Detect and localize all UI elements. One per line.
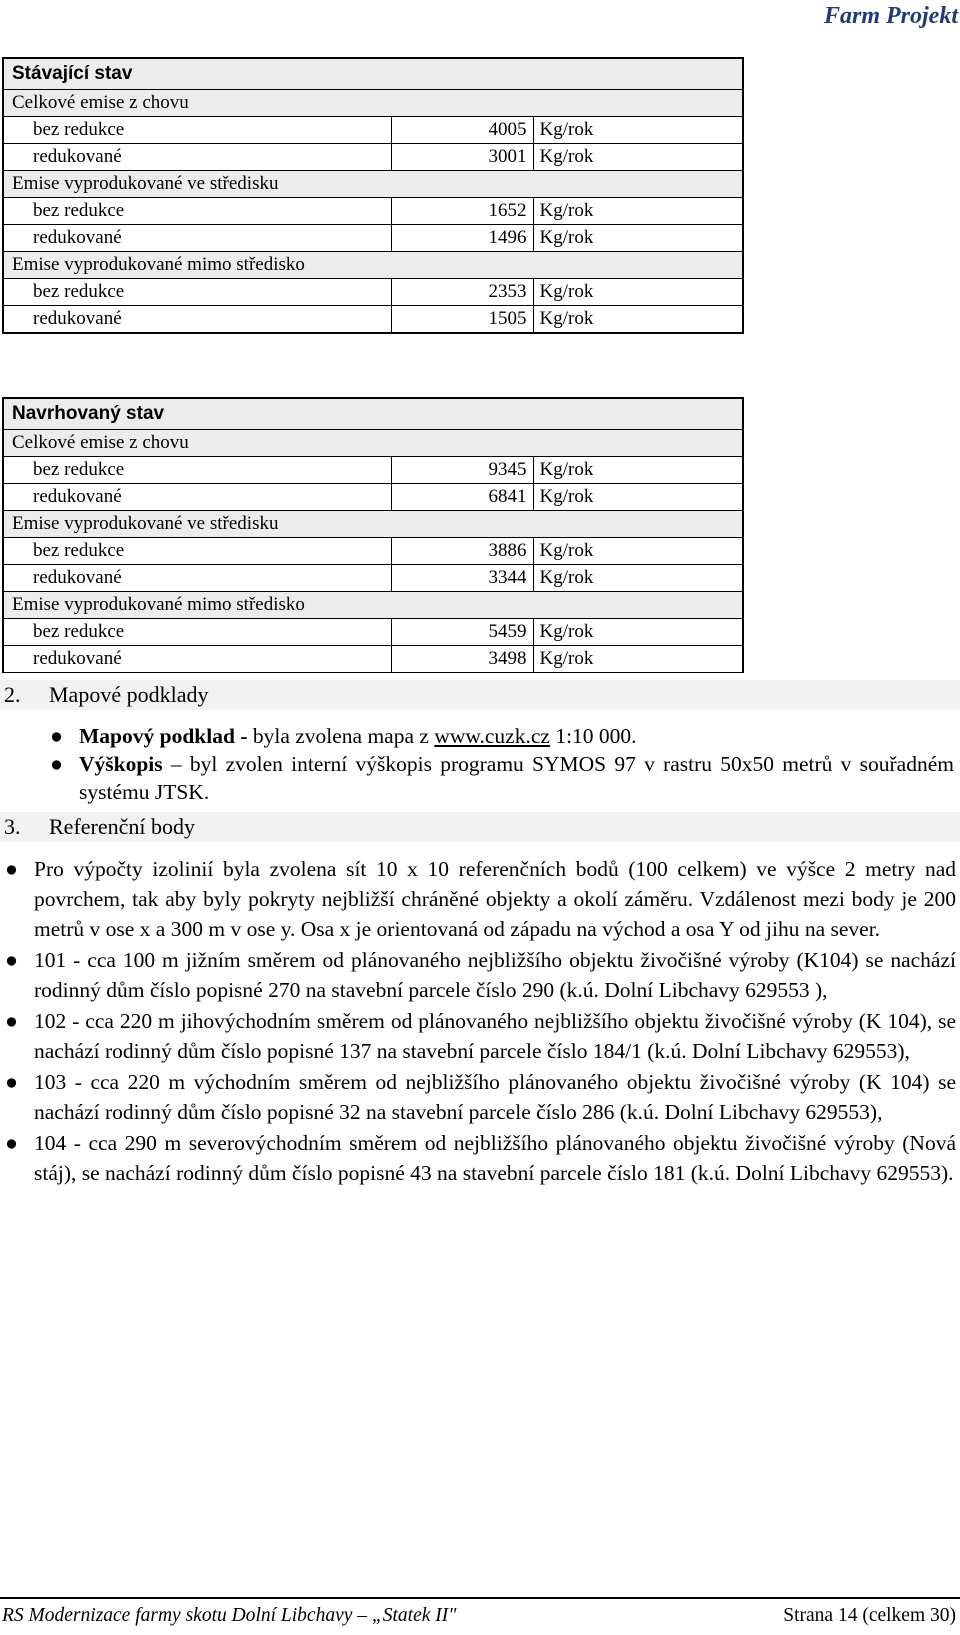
list-item <box>0 1128 960 1188</box>
list-item <box>0 722 960 750</box>
row-value: 3001 <box>391 144 533 171</box>
row-unit: Kg/rok <box>539 200 594 221</box>
section-title: Referenční body <box>49 814 195 839</box>
bullet-icon: ● <box>5 948 18 972</box>
cuzk-link[interactable]: www.cuzk.cz <box>434 724 550 748</box>
list-item <box>0 1067 960 1127</box>
item-bold-label: Mapový podklad - <box>79 724 248 748</box>
row-value: 3886 <box>391 538 533 565</box>
item-text: Pro výpočty izolinií byla zvolena sít 10 x 10 referenčních bodů (100 celkem) ve výšce 2 metry nad povrchem, tak aby byly pokryty nejbližší chráněné objekty a okolí záměru. Vzdálenost mezi body je 200 metrů v ose x a 300 m v ose y. Osa x je orientovaná od západu na východ a osa Y od jihu na sever. <box>34 857 956 941</box>
row-value: 5459 <box>391 619 533 646</box>
row-unit: Kg/rok <box>539 567 594 588</box>
row-value: 3344 <box>391 565 533 592</box>
item-bold-label: Výškopis <box>79 752 163 776</box>
row-label: redukované <box>3 144 391 171</box>
row-label: bez redukce <box>3 198 391 225</box>
page-footer <box>0 1597 960 1635</box>
list-item <box>0 1006 960 1066</box>
table-heading: Navrhovaný stav <box>3 398 743 430</box>
item-text: byla zvolena mapa z <box>247 724 435 748</box>
section-3-heading <box>0 812 960 842</box>
section-title: Mapové podklady <box>49 682 209 707</box>
row-value: 1652 <box>391 198 533 225</box>
row-label: redukované <box>3 565 391 592</box>
group-title: Emise vyprodukované ve středisku <box>3 171 743 198</box>
row-value: 1496 <box>391 225 533 252</box>
page-header-title: Farm Projekt <box>823 3 958 29</box>
item-text: 103 - cca 220 m východním směrem od nejbližšího plánovaného objektu živočišné výroby (K 104) se nachází rodinný dům číslo popisné 32 na stavební parcele číslo 286 (k.ú. Dolní Libchavy 629553), <box>34 1070 956 1124</box>
item-text: 1:10 000. <box>549 724 637 748</box>
row-label: bez redukce <box>3 117 391 144</box>
bullet-icon: ● <box>50 724 63 748</box>
row-unit: Kg/rok <box>539 540 594 561</box>
section-2-heading <box>0 680 960 710</box>
row-value: 2353 <box>391 279 533 306</box>
footer-project-name: RS Modernizace farmy skotu Dolní Libchavy – „Statek II" <box>2 1605 457 1626</box>
row-unit: Kg/rok <box>539 459 594 480</box>
item-text: – byl zvolen interní výškopis programu SYMOS 97 v rastru 50x50 metrů v souřadném systému JTSK. <box>79 752 954 804</box>
bullet-icon: ● <box>50 752 63 776</box>
row-unit: Kg/rok <box>539 146 594 167</box>
row-unit: Kg/rok <box>539 227 594 248</box>
item-text: 104 - cca 290 m severovýchodním směrem od nejbližšího plánovaného objektu živočišné výroby (Nová stáj), se nachází rodinný dům číslo popisné 43 na stavební parcele číslo 181 (k.ú. Dolní Libchavy 629553). <box>34 1131 956 1185</box>
list-item <box>0 945 960 1005</box>
row-unit: Kg/rok <box>539 281 594 302</box>
group-title: Celkové emise z chovu <box>3 90 743 117</box>
table-heading: Stávající stav <box>3 58 743 90</box>
row-label: bez redukce <box>3 538 391 565</box>
row-label: bez redukce <box>3 279 391 306</box>
row-value: 3498 <box>391 646 533 673</box>
row-label: bez redukce <box>3 457 391 484</box>
item-text: 102 - cca 220 m jihovýchodním směrem od plánovaného nejbližšího objektu živočišné výroby (K 104), se nachází rodinný dům číslo popisné 137 na stavební parcele číslo 184/1 (k.ú. Dolní Libchavy 629553), <box>34 1009 956 1063</box>
item-text: 101 - cca 100 m jižním směrem od plánovaného nejbližšího objektu živočišné výroby (K104) se nachází rodinný dům číslo popisné 270 na stavební parcele číslo 290 (k.ú. Dolní Libchavy 629553 ), <box>34 948 956 1002</box>
emissions-table-current <box>2 57 744 334</box>
section-number: 2. <box>4 682 21 707</box>
group-title: Celkové emise z chovu <box>3 430 743 457</box>
group-title: Emise vyprodukované mimo středisko <box>3 252 743 279</box>
row-value: 1505 <box>391 306 533 334</box>
row-label: redukované <box>3 484 391 511</box>
row-value: 9345 <box>391 457 533 484</box>
group-title: Emise vyprodukované mimo středisko <box>3 592 743 619</box>
row-label: redukované <box>3 225 391 252</box>
row-unit: Kg/rok <box>539 119 594 140</box>
row-label: redukované <box>3 306 391 334</box>
section-number: 3. <box>4 814 21 839</box>
footer-page-number: Strana 14 (celkem 30) <box>783 1605 956 1626</box>
map-sources-list <box>0 722 960 806</box>
row-value: 4005 <box>391 117 533 144</box>
reference-points-list <box>0 854 960 1189</box>
bullet-icon: ● <box>5 1070 18 1094</box>
bullet-icon: ● <box>5 1131 18 1155</box>
row-unit: Kg/rok <box>539 621 594 642</box>
list-item <box>0 750 960 806</box>
row-unit: Kg/rok <box>539 486 594 507</box>
bullet-icon: ● <box>5 1009 18 1033</box>
row-label: bez redukce <box>3 619 391 646</box>
row-value: 6841 <box>391 484 533 511</box>
group-title: Emise vyprodukované ve středisku <box>3 511 743 538</box>
list-item <box>0 854 960 944</box>
row-unit: Kg/rok <box>539 648 594 669</box>
bullet-icon: ● <box>5 857 18 881</box>
emissions-table-proposed <box>2 397 744 673</box>
row-label: redukované <box>3 646 391 673</box>
row-unit: Kg/rok <box>539 308 594 329</box>
